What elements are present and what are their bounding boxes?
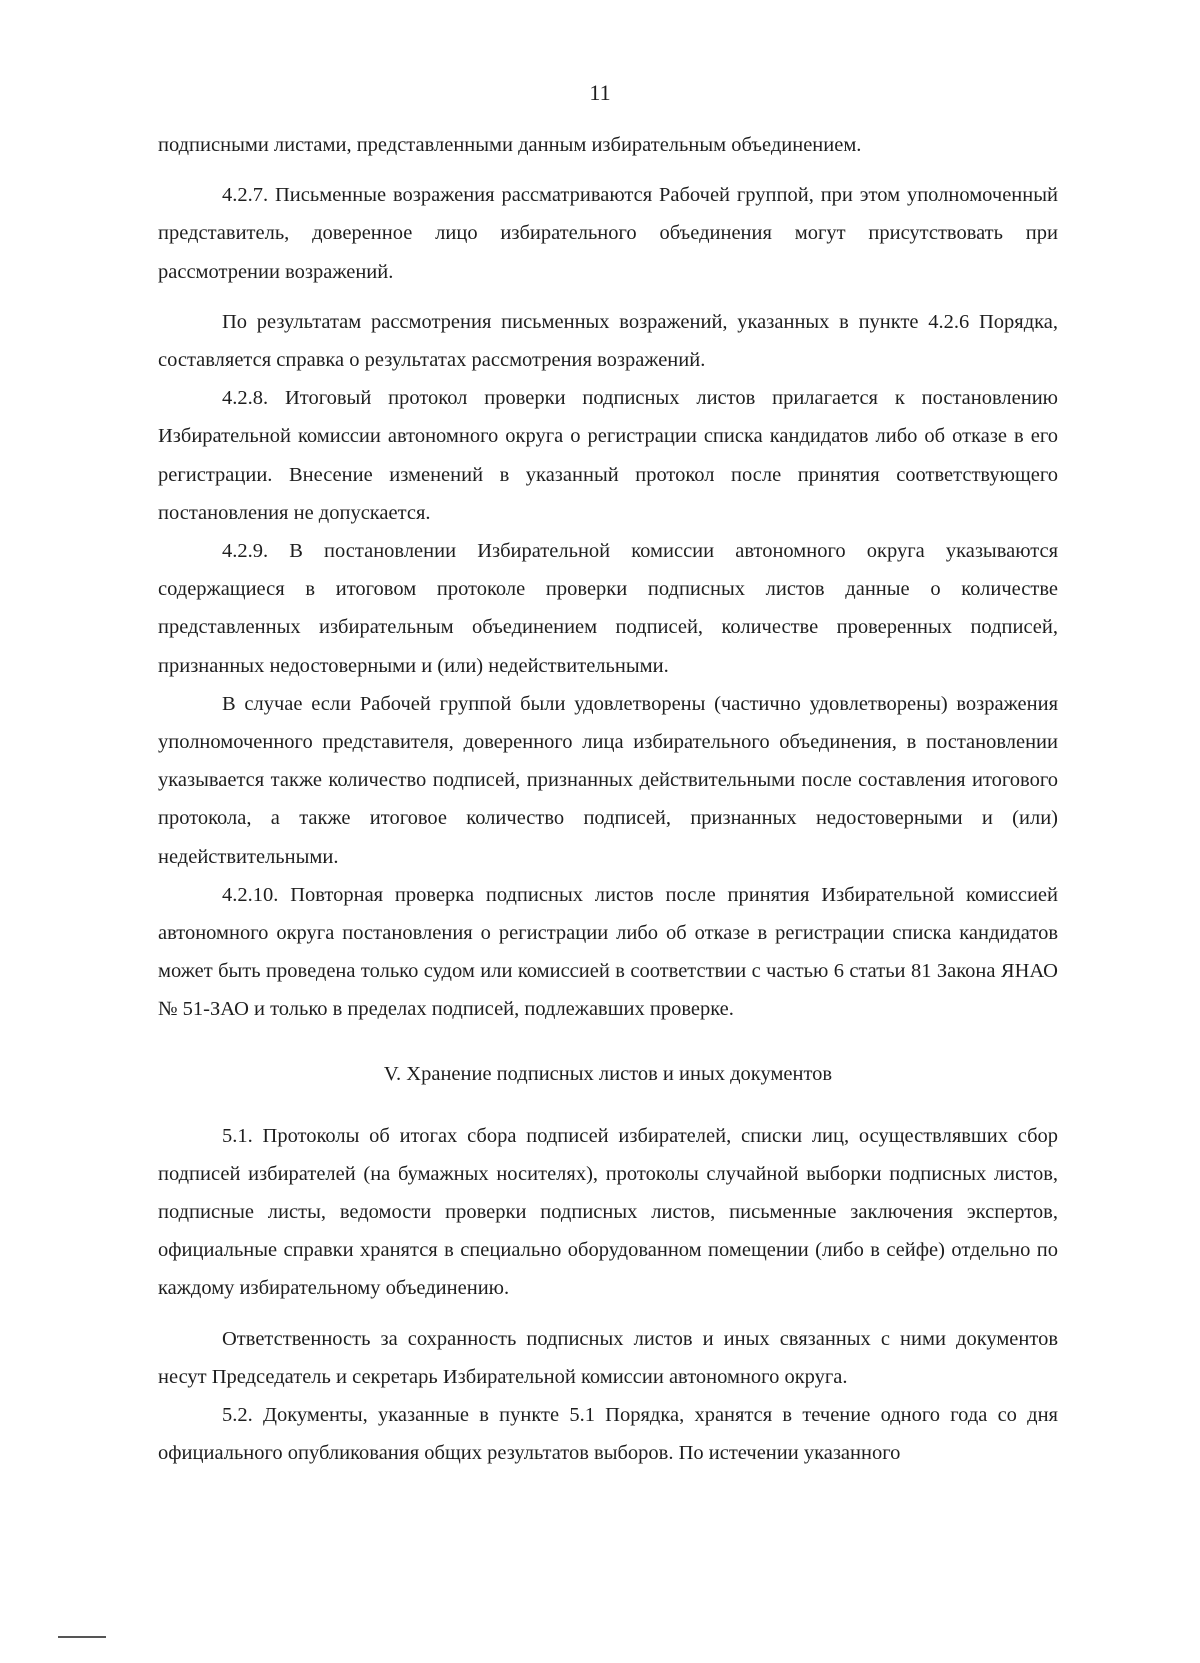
section-heading: V. Хранение подписных листов и иных документов (383, 1062, 833, 1085)
paragraph-objections-result: По результатам рассмотрения письменных возражений, указанных в пункте 4.2.6 Порядка, составляется справка о результатах рассмотрения возражений. (158, 310, 1058, 372)
paragraph-4-2-10: 4.2.10. Повторная проверка подписных листов после принятия Избирательной комиссией автономного округа постановления о регистрации либо об отказе в регистрации списка кандидатов может быть проведена только судом или комиссией в соответствии с частью 6 статьи 81 Закона ЯНАО № 51-ЗАО и только в пределах подписей, подлежавших проверке. (158, 883, 1058, 1021)
paragraph-responsibility: Ответственность за сохранность подписных листов и иных связанных с ними документов несут Председатель и секретарь Избирательной комиссии автономного округа. (158, 1327, 1058, 1388)
paragraph-5-2: 5.2. Документы, указанные в пункте 5.1 Порядка, хранятся в течение одного года со дня официального опубликования общих результатов выборов. По истечении указанного (158, 1404, 1058, 1465)
paragraph-satisfied-objections: В случае если Рабочей группой были удовлетворены (частично удовлетворены) возражения уполномоченного представителя, доверенного лица избирательного объединения, в постановлении указывается также количество подписей, признанных действительными после составления итогового протокола, а также итоговое количество подписей, признанных недостоверными и (или) недействительными. (158, 692, 1058, 868)
document-body (158, 126, 1058, 1473)
paragraph-4-2-8: 4.2.8. Итоговый протокол проверки подписных листов прилагается к постановлению Избирательной комиссии автономного округа о регистрации списка кандидатов либо об отказе в его регистрации. Внесение изменений в указанный протокол после принятия соответствующего постановления не допускается. (158, 387, 1058, 524)
margin-mark (58, 1636, 106, 1638)
page-number: 11 (589, 80, 611, 105)
paragraph-4-2-9: 4.2.9. В постановлении Избирательной комиссии автономного округа указываются содержащиеся в итоговом протоколе проверки подписных листов данные о количестве представленных избирательным объединением подписей, количестве проверенных подписей, признанных недостоверными и (или) недействительными. (158, 540, 1058, 677)
paragraph-continuation: подписными листами, представленными данным избирательным объединением. (158, 134, 862, 156)
paragraph-4-2-7: 4.2.7. Письменные возражения рассматриваются Рабочей группой, при этом уполномоченный представитель, доверенное лицо избирательного объединения могут присутствовать при рассмотрении возражений. (158, 184, 1058, 283)
paragraph-5-1: 5.1. Протоколы об итогах сбора подписей избирателей, списки лиц, осуществлявших сбор подписей избирателей (на бумажных носителях), протоколы случайной выборки подписных листов, подписные листы, ведомости проверки подписных листов, письменные заключения экспертов, официальные справки хранятся в специально оборудованном помещении (либо в сейфе) отдельно по каждому избирательному объединению. (158, 1124, 1058, 1300)
